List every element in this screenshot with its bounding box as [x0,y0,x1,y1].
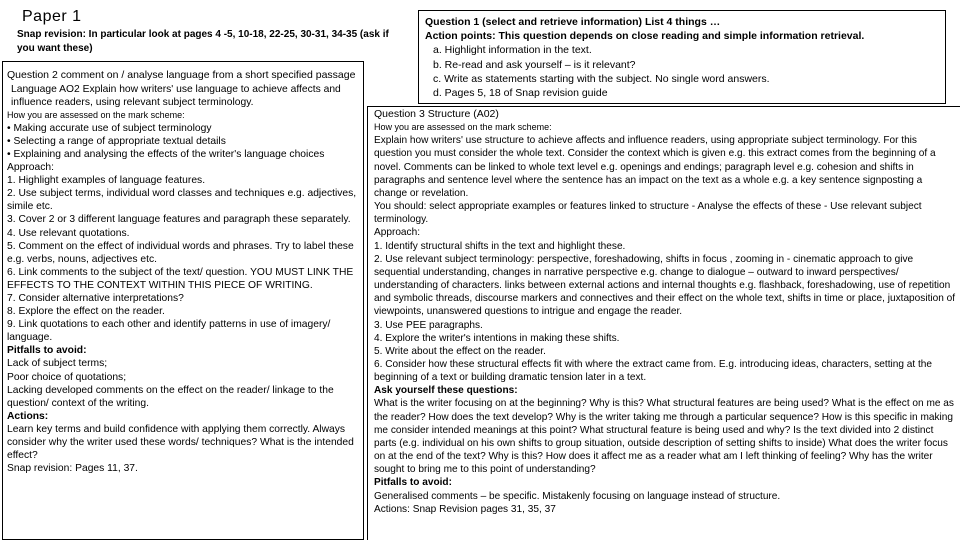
list-item: Lacking developed comments on the effect on the reader/ linkage to the question/ context of the writing. [7,384,334,409]
q2-heading: Question 2 comment on / analyse language from a short specified passage [7,69,356,81]
snap-revision-note: Snap revision: In particular look at pages 4 -5, 10-18, 22-25, 30-31, 34-35 (ask if you want these) [17,29,389,54]
list-item: 4. Use relevant quotations. [7,227,130,239]
list-item: 6. Link comments to the subject of the text/ question. YOU MUST LINK THE EFFECTS TO THE CONTEXT WITHIN THIS PIECE OF WRITING. [7,266,354,291]
q1-action-points: Action points: This question depends on close reading and simple information retrieval. [425,30,865,43]
q2-scheme-label: How you are assessed on the mark scheme: [7,109,185,120]
list-item: • Selecting a range of appropriate textual details [7,135,359,148]
q3-ask-text: What is the writer focusing on at the beginning? Why is this? What structural features are being used? What is the effect on me as the reader? How does the text develop? Why is the writer taking me through a particular sequence? How is this specific in making me consider intended meanings at this point? What structural feature is being used and why? Is the text divided into 2 distinct parts (e.g. individual on his own shifts to group situation, outside description of setting shifts to inside) What does the writer focus on at the end of the text? Why is this? How does it affect me as a reader what am I left thinking of feeling? Why has the writer sought to bring me to this point of understanding? [374,398,954,476]
list-item: b. Re-read and ask yourself – is it relevant? [433,58,636,71]
q2-actions-text: Learn key terms and build confidence with applying them correctly. Always consider why the writer used these words/ techniques? What is the intended effect? [7,423,354,462]
list-item: 3. Cover 2 or 3 different language features and paragraph these separately. [7,214,351,226]
list-item: 5. Comment on the effect of individual words and phrases. Try to label these e.g. verbs, nouns, adjectives etc. [7,240,354,265]
list-item: 9. Link quotations to each other and identify patterns in use of imagery/ language. [7,319,331,344]
q2-approach-label: Approach: [7,162,54,174]
list-item: d. Pages 5, 18 of Snap revision guide [433,87,608,100]
q3-approach-label: Approach: [374,227,421,239]
q2-bullets [7,122,359,161]
q3-ask-label: Ask yourself these questions: [374,385,518,397]
q3-actions-text: Actions: Snap Revision pages 31, 35, 37 [374,503,556,515]
list-item: 4. Explore the writer's intentions in making these shifts. [374,332,620,344]
list-item: Lack of subject terms; [7,358,108,370]
q3-pitfalls-text: Generalised comments – be specific. Mistakenly focusing on language instead of structure. [374,490,781,502]
question-3-box [367,106,960,540]
q2-pitfalls-label: Pitfalls to avoid: [7,345,87,357]
q2-snap-pages: Snap revision: Pages 11, 37. [7,463,138,475]
list-item: • Explaining and analysing the effects of the writer's language choices [7,148,359,161]
question-1-box [418,10,946,104]
q3-scheme-text: Explain how writers' use structure to achieve affects and influence readers, using appropriate subject terminology. For this question you must consider the whole text. Consider the context which is given e.g. this extract comes from the beginning of a novel. Comments can be linked to whole text level e.g. openings and endings; paragraph level e.g. cohesion and shifts in paragraphs and sentence level where the sentence has an impact on the text as a whole e.g. a key sentence signposting a change or revelation. [374,135,936,199]
list-item: • Making accurate use of subject terminology [7,122,359,135]
list-item: a. Highlight information in the text. [433,44,592,57]
list-item: 8. Explore the effect on the reader. [7,306,165,318]
list-item: 5. Write about the effect on the reader. [374,345,546,357]
list-item: 1. Identify structural shifts in the text and highlight these. [374,240,626,252]
q3-pitfalls-label: Pitfalls to avoid: [374,477,452,489]
list-item: 2. Use subject terms, individual word classes and techniques e.g. adjectives, simile etc. [7,188,357,213]
q3-scheme-label: How you are assessed on the mark scheme: [374,122,552,133]
page-title: Paper 1 [22,8,82,25]
list-item: c. Write as statements starting with the subject. No single word answers. [433,72,770,85]
list-item: Poor choice of quotations; [7,371,127,383]
q2-actions-label: Actions: [7,410,49,422]
q3-should-text: You should: select appropriate examples or features linked to structure - Analyse the effects of these - Use relevant subject terminology. [374,201,922,226]
q1-title: Question 1 (select and retrieve information) List 4 things … [425,16,721,28]
question-2-box [2,61,364,540]
list-item: 2. Use relevant subject terminology: perspective, foreshadowing, shifts in focus , zooming in - cinematic approach to give sequential understanding, changes in narrative perspective e.g. change to dialogue – outward to inward perspectives/ understanding of characters. links between external actions and internal thoughts e.g. flashback, foreshadowing, use of repetition and symbolic threads, discourse markers and connectives and their effect on the whole text, shifts in time or place, juxtaposition of viewpoints, unanswered questions to intrigue and engage the reader. [374,253,956,318]
q1-list [425,43,939,100]
list-item: 1. Highlight examples of language features. [7,175,206,187]
q2-ao: Language AO2 Explain how writers' use language to achieve affects and influence readers, using relevant subject terminology. [11,83,341,108]
q3-heading: Question 3 Structure (A02) [374,108,499,120]
list-item: 3. Use PEE paragraphs. [374,319,483,331]
list-item: 7. Consider alternative interpretations? [7,293,184,304]
list-item: 6. Consider how these structural effects fit with where the extract came from. E.g. introducing ideas, characters, setting at the beginning of a text or building dramatic tension later in a text. [374,358,933,384]
